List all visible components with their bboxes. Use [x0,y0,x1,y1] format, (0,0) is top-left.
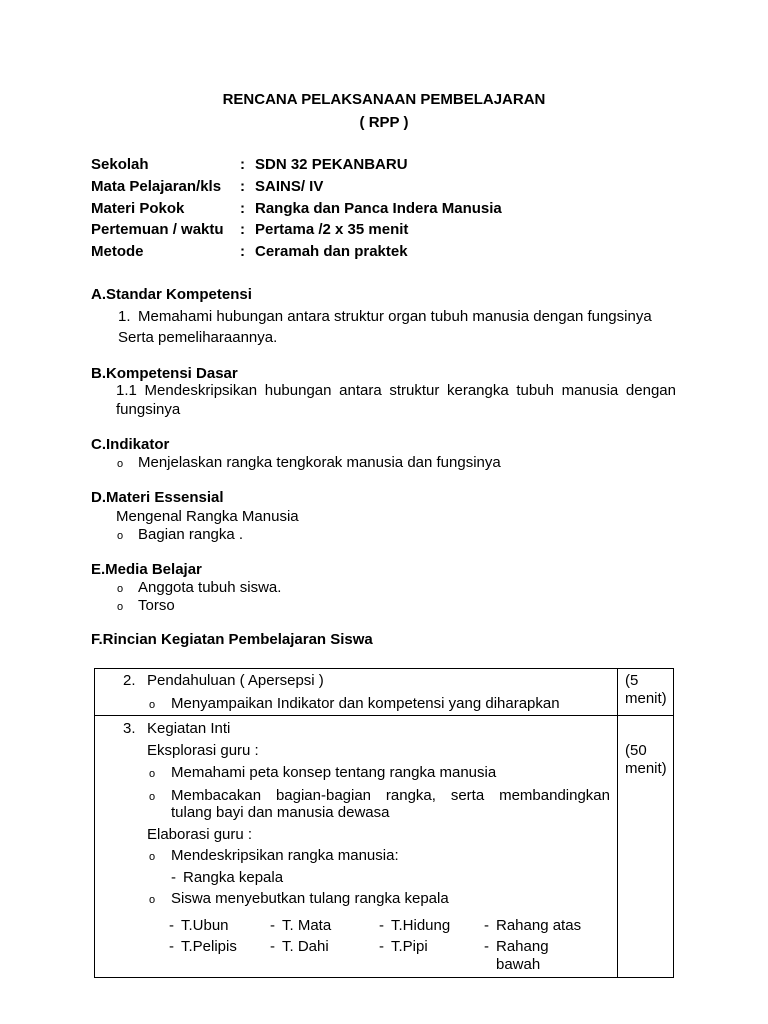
identity-colon: : [240,221,245,238]
time-text: menit) [625,690,667,707]
section-d-intro: Mengenal Rangka Manusia [116,508,299,525]
row-subheading: Elaborasi guru : [147,826,253,843]
identity-colon: : [240,178,245,195]
activity-table [94,668,674,978]
row-number: 3. [123,720,136,737]
section-b-line: 1.1 Mendeskripsikan hubungan antara struktur kerangka tubuh manusia dengan [116,382,676,399]
row-item: Memahami peta konsep tentang rangka manusia [171,764,497,781]
identity-label: Pertemuan / waktu [91,221,224,238]
row-subitem: Rangka kepala [183,869,284,886]
identity-colon: : [240,156,245,173]
bone-name: T.Ubun [181,917,229,934]
time-text: menit) [625,760,667,777]
identity-label: Mata Pelajaran/kls [91,178,222,195]
time-cell [618,716,674,978]
dash-mark: - [379,938,384,955]
activity-cell [95,669,618,716]
row-title: Kegiatan Inti [147,720,231,737]
dash-mark: - [484,938,489,955]
section-a-heading: A.Standar Kompetensi [91,286,252,303]
identity-value: SAINS/ IV [255,178,324,195]
section-f-heading: F.Rincian Kegiatan Pembelajaran Siswa [91,631,373,648]
page-subtitle: ( RPP ) [359,114,409,131]
identity-value: SDN 32 PEKANBARU [255,156,408,173]
identity-value: Rangka dan Panca Indera Manusia [255,200,502,217]
table-row [95,716,674,978]
activity-cell [95,716,618,978]
dash-mark: - [379,917,384,934]
identity-label: Materi Pokok [91,200,185,217]
section-c-item: Menjelaskan rangka tengkorak manusia dan fungsinya [138,454,501,471]
section-e-item: Anggota tubuh siswa. [138,579,282,596]
page-title: RENCANA PELAKSANAAN PEMBELAJARAN [222,91,546,108]
identity-value: Ceramah dan praktek [255,243,408,260]
row-title: Pendahuluan ( Apersepsi ) [147,672,324,689]
row-subheading: Eksplorasi guru : [147,742,259,759]
bullet-icon: o [149,791,156,803]
bone-name: T. Mata [282,917,332,934]
bone-name: T.Pipi [391,938,428,955]
row-item: tulang bayi dan manusia dewasa [171,804,390,821]
bone-name: T.Pelipis [181,938,237,955]
bullet-icon: o [149,851,156,863]
identity-colon: : [240,200,245,217]
bone-name: Rahang atas [496,917,582,934]
bullet-icon: o [117,530,124,542]
bone-name: Rahang [496,938,549,955]
row-item: Mendeskripsikan rangka manusia: [171,847,399,864]
section-a-number: 1. [118,308,131,325]
section-e-item: Torso [138,597,175,614]
bullet-icon: o [117,601,124,613]
bullet-icon: o [149,768,156,780]
row-number: 2. [123,672,136,689]
row-item: Siswa menyebutkan tulang rangka kepala [171,890,449,907]
section-c-heading: C.Indikator [91,436,170,453]
identity-label: Sekolah [91,156,149,173]
section-b-heading: B.Kompetensi Dasar [91,365,238,382]
bone-name: T. Dahi [282,938,329,955]
time-text: (5 [625,672,639,689]
section-d-item: Bagian rangka . [138,526,244,543]
row-item: Menyampaikan Indikator dan kompetensi yang diharapkan [171,695,560,712]
bone-name: T.Hidung [391,917,451,934]
dash-mark: - [270,917,275,934]
section-a-line: Serta pemeliharaannya. [118,329,278,346]
section-a-line: Memahami hubungan antara struktur organ tubuh manusia dengan fungsinya [138,308,652,325]
dash-mark: - [169,917,174,934]
bullet-icon: o [117,458,124,470]
time-cell [618,669,674,716]
dash-mark: - [270,938,275,955]
identity-colon: : [240,243,245,260]
identity-label: Metode [91,243,144,260]
row-item: Membacakan bagian-bagian rangka, serta membandingkan [171,787,610,804]
dash-mark: - [171,869,176,886]
bullet-icon: o [117,583,124,595]
bullet-icon: o [149,894,156,906]
table-row [95,669,674,716]
bone-name: bawah [496,956,541,973]
bullet-icon: o [149,699,156,711]
section-e-heading: E.Media Belajar [91,561,202,578]
dash-mark: - [484,917,489,934]
section-d-heading: D.Materi Essensial [91,489,224,506]
time-text: (50 [625,742,647,759]
identity-value: Pertama /2 x 35 menit [255,221,409,238]
section-b-line: fungsinya [116,401,181,418]
dash-mark: - [169,938,174,955]
